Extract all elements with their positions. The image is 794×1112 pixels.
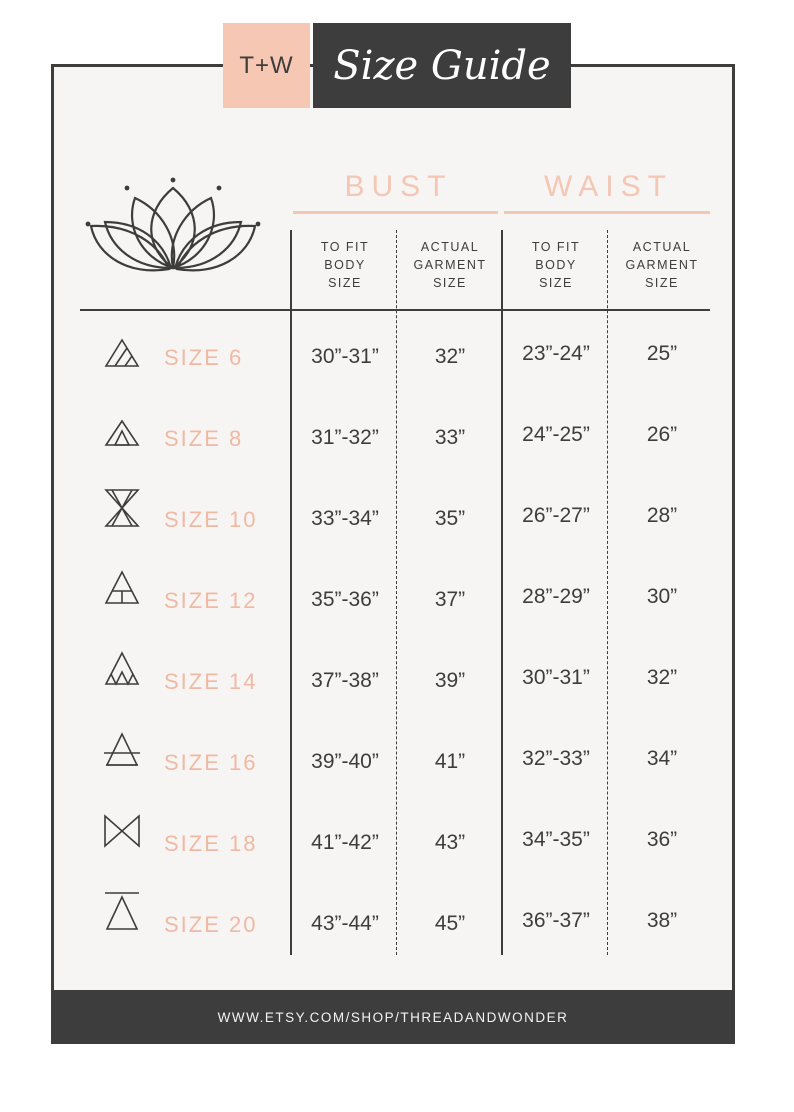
- bust-underline: [293, 211, 498, 214]
- triangle-crossbars-icon: [103, 731, 141, 771]
- bust-fit-value: 33”-34”: [311, 507, 379, 530]
- waist-heading: WAIST: [544, 170, 673, 203]
- bust-actual-value: 41”: [434, 750, 466, 773]
- waist-fit-value: 28”-29”: [522, 585, 590, 608]
- bust-fit-value: 41”-42”: [311, 831, 379, 854]
- bust-heading: BUST: [344, 170, 453, 203]
- title-script: [322, 31, 562, 101]
- size-label: SIZE 20: [164, 912, 258, 937]
- table-row: [0, 824, 794, 884]
- waist-fit-value: 34”-35”: [522, 828, 590, 851]
- waist-actual-value: 38”: [646, 909, 678, 932]
- bust-fit-value: 31”-32”: [311, 426, 379, 449]
- size-label: SIZE 12: [164, 588, 258, 613]
- waist-fit-value: 32”-33”: [522, 747, 590, 770]
- triangle-inner-triangle-icon: [103, 419, 141, 459]
- waist-to-fit-header: TO FIT BODY SIZE: [531, 240, 581, 290]
- bust-fit-value: 37”-38”: [311, 669, 379, 692]
- triangle-w-icon: [103, 650, 141, 690]
- table-row: [0, 419, 794, 479]
- header-divider: [80, 309, 710, 311]
- bust-actual-value: 39”: [434, 669, 466, 692]
- waist-fit-value: 23”-24”: [522, 342, 590, 365]
- table-row: [0, 500, 794, 560]
- waist-fit-value: 30”-31”: [522, 666, 590, 689]
- hourglass-icon: [103, 488, 141, 528]
- waist-actual-value: 34”: [646, 747, 678, 770]
- size-label: SIZE 10: [164, 507, 258, 532]
- size-label: SIZE 18: [164, 831, 258, 856]
- bust-actual-value: 43”: [434, 831, 466, 854]
- waist-fit-value: 36”-37”: [522, 909, 590, 932]
- waist-actual-value: 36”: [646, 828, 678, 851]
- bust-actual-value: 45”: [434, 912, 466, 935]
- waist-actual-value: 25”: [646, 342, 678, 365]
- bust-fit-value: 39”-40”: [311, 750, 379, 773]
- size-label: SIZE 6: [164, 345, 244, 370]
- waist-actual-value: 30”: [646, 585, 678, 608]
- waist-actual-value: 28”: [646, 504, 678, 527]
- bust-fit-value: 30”-31”: [311, 345, 379, 368]
- brand-badge: T+W: [223, 23, 310, 108]
- lotus-icon: [83, 176, 263, 276]
- bust-to-fit-header: TO FIT BODY SIZE: [320, 240, 370, 290]
- bust-fit-value: 43”-44”: [311, 912, 379, 935]
- table-row: [0, 581, 794, 641]
- waist-actual-value: 26”: [646, 423, 678, 446]
- triangle-diagonal-lines-icon: [103, 338, 141, 378]
- waist-fit-value: 26”-27”: [522, 504, 590, 527]
- triangle-topbar-icon: [103, 891, 141, 931]
- triangle-t-icon: [103, 569, 141, 609]
- waist-fit-value: 24”-25”: [522, 423, 590, 446]
- bust-actual-value: 35”: [434, 507, 466, 530]
- size-label: SIZE 14: [164, 669, 258, 694]
- waist-actual-value: 32”: [646, 666, 678, 689]
- bowtie-icon: [103, 812, 141, 852]
- size-label: SIZE 8: [164, 426, 244, 451]
- waist-actual-header: ACTUAL GARMENT SIZE: [625, 240, 699, 290]
- size-label: SIZE 16: [164, 750, 258, 775]
- table-row: [0, 662, 794, 722]
- bust-actual-value: 33”: [434, 426, 466, 449]
- title-text: Size Guide: [333, 42, 551, 89]
- table-row: [0, 905, 794, 965]
- footer-url: WWW.ETSY.COM/SHOP/THREADANDWONDER: [51, 990, 735, 1044]
- bust-fit-value: 35”-36”: [311, 588, 379, 611]
- bust-actual-header: ACTUAL GARMENT SIZE: [413, 240, 487, 290]
- table-row: [0, 338, 794, 398]
- waist-underline: [504, 211, 710, 214]
- table-row: [0, 743, 794, 803]
- bust-actual-value: 32”: [434, 345, 466, 368]
- bust-actual-value: 37”: [434, 588, 466, 611]
- page-title: [313, 23, 571, 108]
